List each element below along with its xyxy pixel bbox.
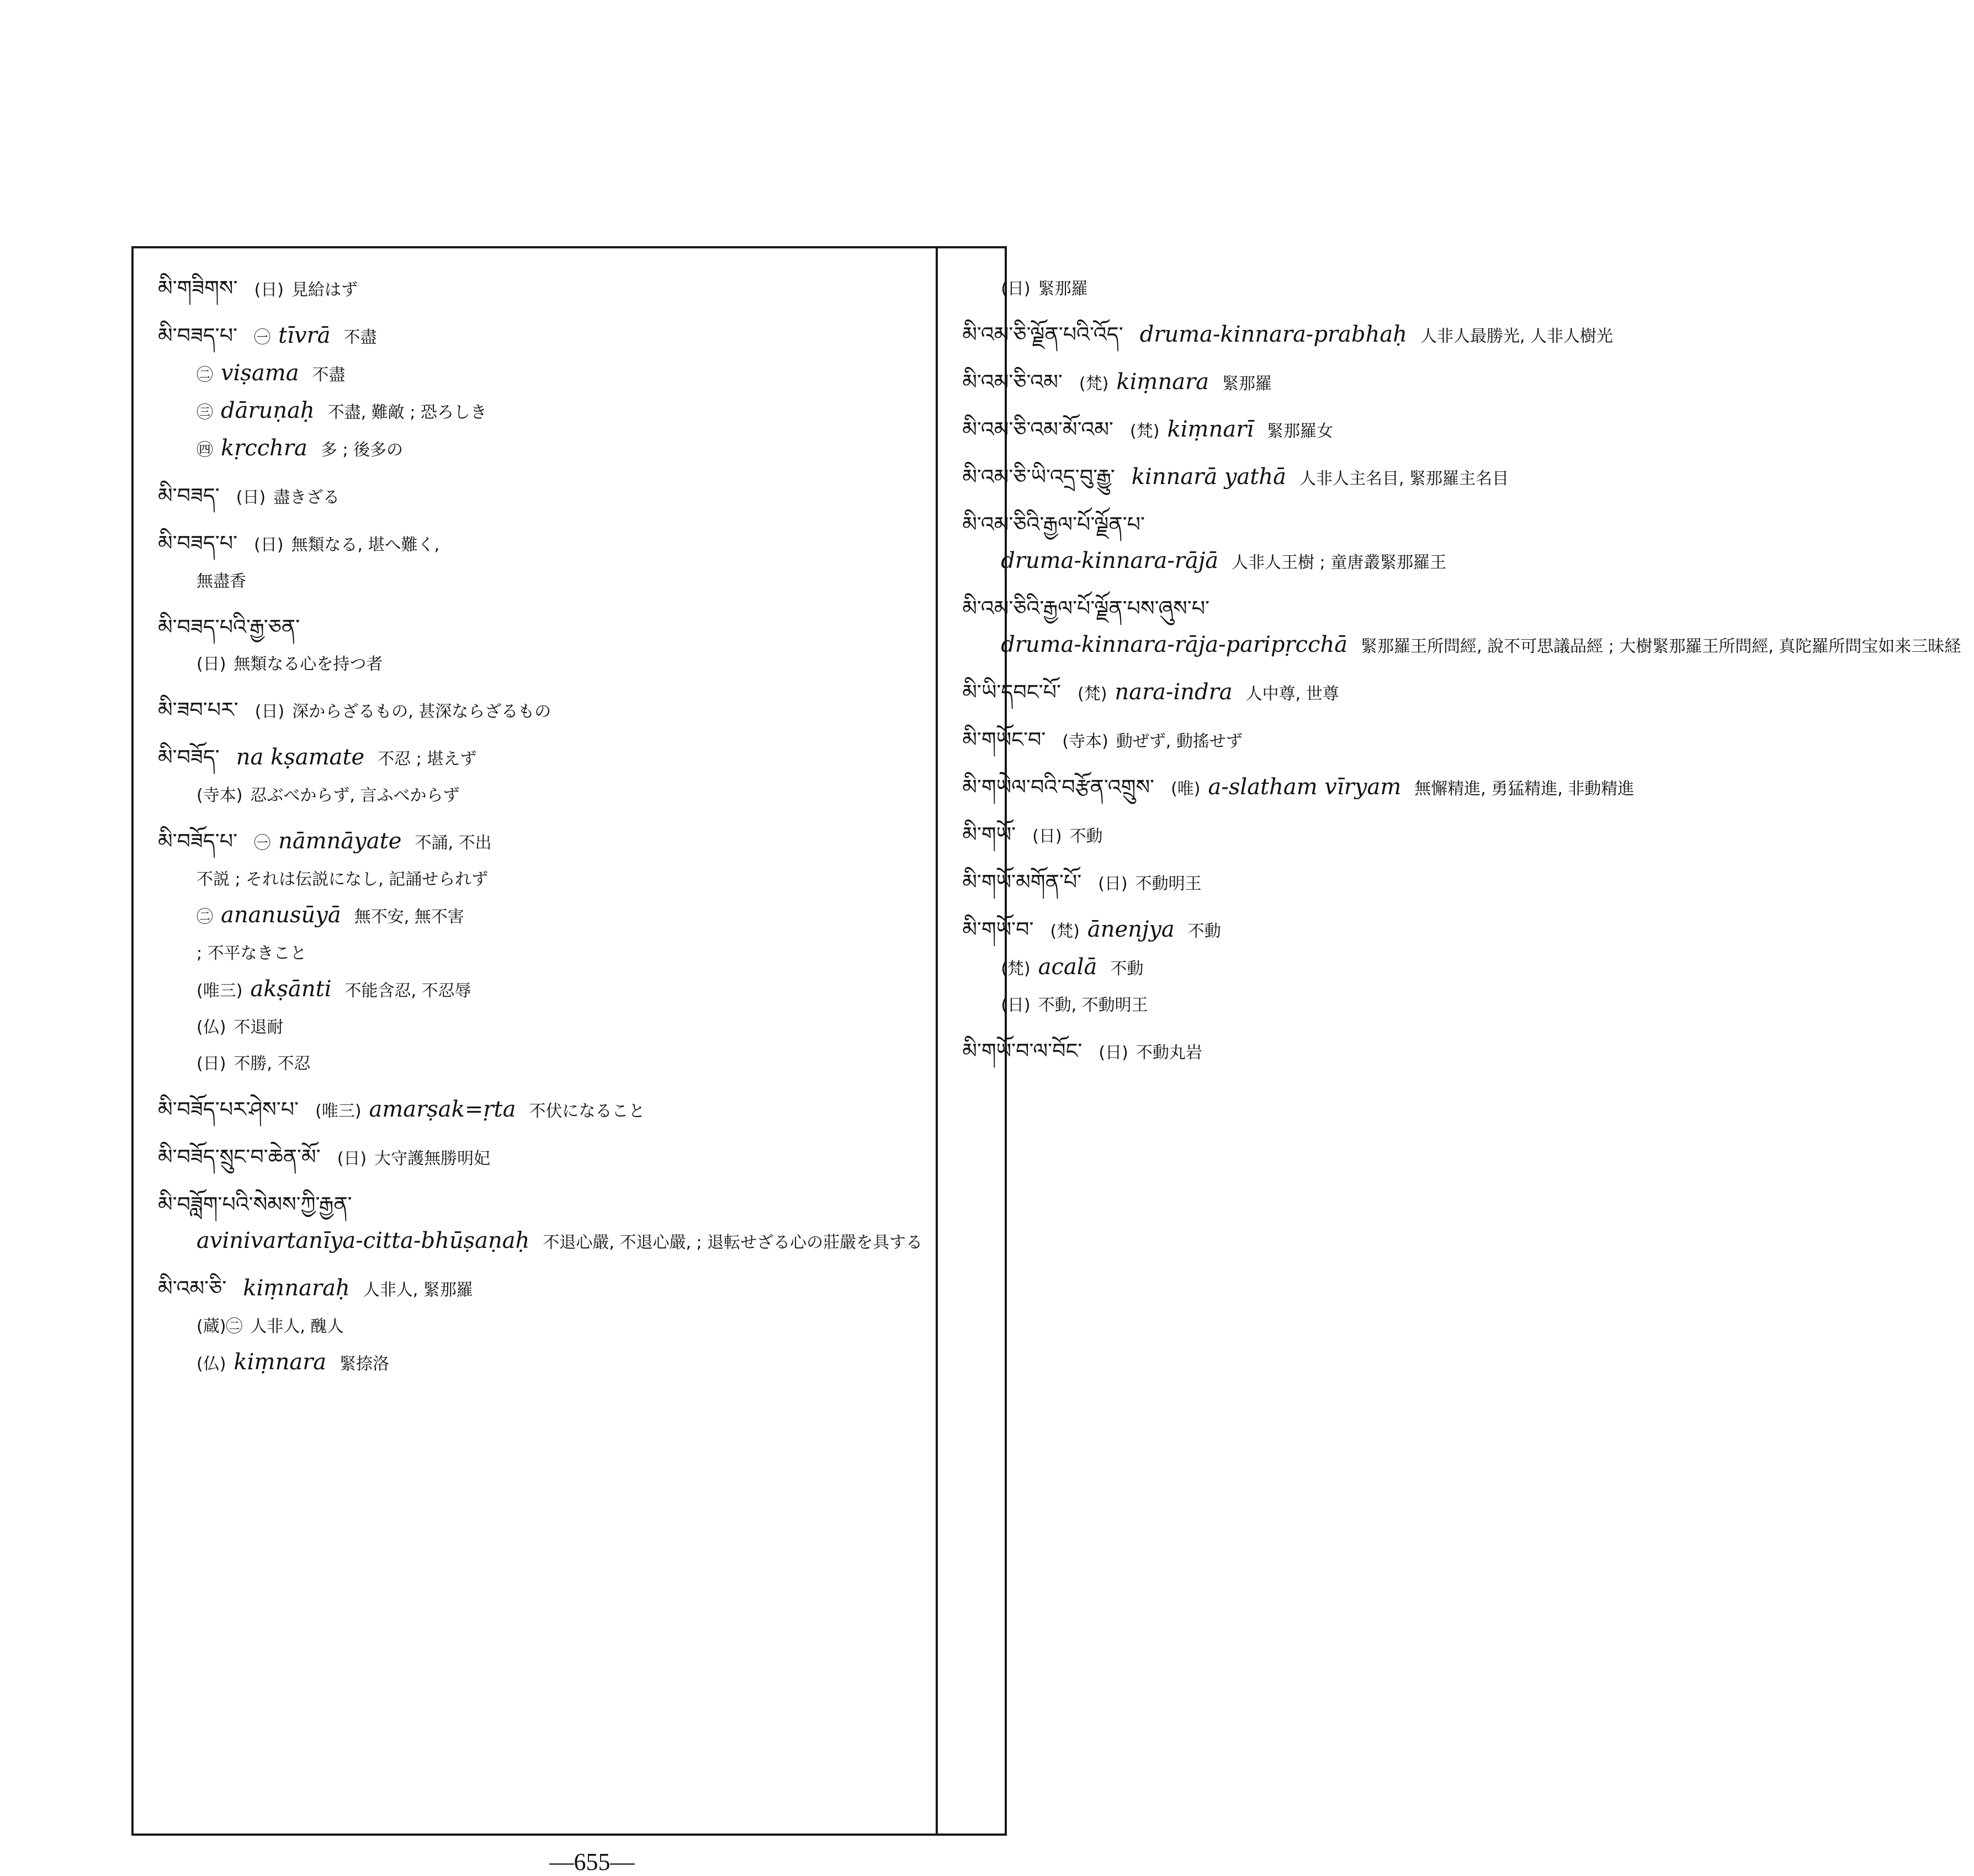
dictionary-entry [962,912,1961,1023]
entry-line [158,1344,922,1382]
source-tag: (梵) [1130,422,1160,441]
right-column [936,248,1974,1834]
source-tag: (唯三) [197,981,243,1001]
source-tag: (日) [197,655,226,674]
sanskrit-term: kiṃnarī [1167,417,1254,442]
entry-line [158,563,922,599]
japanese-gloss: 人非人王樹 ; 童唐叢緊那羅王 [1232,553,1447,572]
source-tag: ㊂ [197,403,213,422]
entry-line [962,543,1961,581]
source-tag: (梵) [1050,922,1080,941]
dictionary-entry [962,270,1961,307]
tibetan-headword: མི་ཡི་དབང་པོ་ [962,680,1061,704]
japanese-gloss: 盡きざる [273,488,340,507]
dictionary-entry [158,692,922,730]
tibetan-headword: མི་བཟློག་པའི་སེམས་ཀྱི་རྒྱན་ [158,1192,352,1216]
sanskrit-term: druma-kinnara-rāja-paripṛcchā [1001,632,1348,657]
entry-line [962,591,1961,627]
japanese-gloss: 無類なる心を持つ者 [234,655,383,674]
entry-line [158,1271,922,1308]
entry-line [962,864,1961,902]
source-tag: ㊀ [254,833,271,853]
tibetan-headword: མི་བཟོད་པར་ཤེས་པ་ [158,1097,299,1122]
entry-line [962,987,1961,1023]
dictionary-entry [962,1033,1961,1071]
tibetan-headword: མི་འམ་ཅིའི་རྒྱལ་པོ་ལྗོན་པས་ཞུས་པ་ [962,596,1210,620]
source-tag: ㊃ [197,440,213,460]
dictionary-entry [158,318,922,468]
japanese-gloss: 緊那羅 [1038,279,1088,299]
japanese-gloss: 人非人主名目, 緊那羅主名目 [1299,469,1509,488]
source-tag: (日) [1001,996,1031,1015]
sanskrit-term: druma-kinnara-rājā [1001,548,1219,573]
dictionary-entry [158,478,922,515]
tibetan-headword: མི་འམ་ཅི་ [158,1276,227,1300]
sanskrit-term: na kṣamate [236,745,365,770]
page-number: —655— [549,1848,635,1875]
source-tag: (日) [337,1149,367,1168]
sanskrit-term: kinnarā yathā [1131,464,1287,490]
japanese-gloss: 人非人, 緊那羅 [363,1280,473,1300]
japanese-gloss: 不退耐 [234,1018,284,1037]
japanese-gloss: 緊那羅女 [1267,422,1334,441]
source-tag: (日) [1098,874,1128,894]
entry-line [158,897,922,935]
dictionary-entry [962,507,1961,581]
japanese-gloss: 大守護無勝明妃 [374,1149,491,1168]
japanese-gloss: 緊那羅 [1222,374,1272,394]
source-tag: (日) [1099,1043,1128,1062]
dictionary-entry [962,817,1961,854]
japanese-gloss: 無不安, 無不害 [354,907,464,927]
source-tag: ㊁ [197,907,213,927]
japanese-gloss: 不勝, 不忍 [234,1054,311,1073]
entry-line [158,1308,922,1344]
dictionary-entry [158,609,922,682]
sanskrit-term: nāmnāyate [278,828,402,854]
japanese-gloss: 不説 ; それは伝説になし, 記誦せられず [197,870,489,889]
entry-line [158,935,922,971]
entry-line [962,627,1961,665]
source-tag: (日) [254,280,284,300]
entry-line [158,270,922,308]
entry-line [158,431,922,468]
japanese-gloss: 不動 [1069,827,1103,846]
japanese-gloss: 人中尊, 世尊 [1245,684,1339,704]
entry-line [158,1187,922,1223]
tibetan-headword: མི་གཡོ་བ་ལ་བོང་ [962,1039,1082,1063]
dictionary-entry [962,674,1961,712]
japanese-gloss: 人非人, 醜人 [250,1317,344,1336]
entry-line [158,646,922,682]
tibetan-headword: མི་བཟོད་པ་ [158,829,238,853]
japanese-gloss: 人非人最勝光, 人非人樹光 [1420,327,1614,346]
sanskrit-term: kiṃnaraḥ [243,1276,350,1301]
dictionary-entry [158,1092,922,1129]
source-tag: (梵) [1077,684,1107,704]
dictionary-entry [158,1139,922,1177]
entry-line [158,525,922,563]
japanese-gloss: 不伏になること [529,1102,645,1121]
tibetan-headword: མི་བཟད་པ་ [158,323,238,348]
japanese-gloss: 無類なる, 堪へ難く, [291,535,440,555]
dictionary-entry [962,769,1961,807]
tibetan-headword: མི་ཟབ་པར་ [158,698,238,722]
entry-line [962,507,1961,543]
japanese-gloss: 不盡, 難敵 ; 恐ろしき [327,403,487,422]
tibetan-headword: མི་གཡོང་བ་ [962,727,1046,752]
dictionary-entry [962,864,1961,902]
japanese-gloss: 不動 [1187,922,1221,941]
sanskrit-term: avinivartanīya-citta-bhūṣaṇaḥ [197,1228,530,1253]
sanskrit-term: dāruṇaḥ [221,398,315,423]
sanskrit-term: kṛcchra [221,435,307,461]
japanese-gloss: 緊那羅王所問經, 說不可思議品經 ; 大樹緊那羅王所問經, 真陀羅所問宝如来三昧経 [1361,637,1961,656]
source-tag: (寺本) [197,786,243,805]
japanese-gloss: 緊捺洛 [339,1354,390,1374]
japanese-gloss: 不動 [1110,959,1144,979]
dictionary-entry [158,270,922,308]
japanese-gloss: 見給はず [291,280,358,300]
tibetan-headword: མི་གཡོ་བ་ [962,917,1034,942]
source-tag: (寺本) [1062,732,1108,751]
entry-line [962,949,1961,987]
entry-line [158,1092,922,1129]
tibetan-headword: མི་གཟིགས་ [158,276,238,300]
japanese-gloss: 多 ; 後多の [320,440,404,460]
dictionary-frame [131,246,1961,1836]
tibetan-headword: མི་བཟོད་སྲུང་བ་ཆེན་མོ་ [158,1145,321,1169]
entry-line [962,674,1961,712]
japanese-gloss: 不誦, 不出 [415,833,492,853]
entry-line [962,1033,1961,1071]
entry-line [962,364,1961,402]
entry-line [962,270,1961,307]
entry-line [158,777,922,814]
entry-line [158,1139,922,1177]
japanese-gloss: 不退心嚴, 不退心嚴, ; 退転せざる心の莊嚴を具する [543,1233,923,1252]
entry-line [158,478,922,515]
entry-line [158,740,922,777]
japanese-gloss: 不動, 不動明王 [1038,996,1148,1015]
tibetan-headword: མི་བཟད་པའི་རྒྱ་ཅན་ [158,615,300,639]
sanskrit-term: nara-indra [1115,679,1233,705]
source-tag: (日) [236,488,266,507]
japanese-gloss: 不盡 [312,365,346,385]
japanese-gloss: 深からざるもの, 甚深ならざるもの [292,702,551,721]
sanskrit-term: druma-kinnara-prabhaḥ [1139,322,1407,347]
tibetan-headword: མི་འམ་ཅི་ཡི་འདྲ་བུ་རྒྱུ་ [962,465,1115,489]
japanese-gloss: 忍ぶべからず, 言ふべからず [250,786,460,805]
source-tag: (梵) [1001,959,1031,979]
left-column [134,248,936,1834]
entry-line [962,912,1961,949]
tibetan-headword: མི་འམ་ཅི་འམ་ [962,370,1063,394]
sanskrit-term: ananusūyā [221,902,341,928]
source-tag: (蔵)㊁ [197,1317,243,1336]
japanese-gloss: 動ぜず, 動搖せず [1116,732,1243,751]
entry-line [158,692,922,730]
entry-line [158,318,922,355]
entry-line [962,412,1961,449]
source-tag: (仏) [197,1354,226,1374]
dictionary-entry [962,591,1961,665]
source-tag: (梵) [1079,374,1109,394]
source-tag: (日) [254,702,285,721]
source-tag: (日) [254,535,284,555]
sanskrit-term: tīvrā [278,323,331,348]
source-tag: (日) [1001,279,1031,299]
entry-line [962,722,1961,759]
source-tag: (唯) [1171,779,1201,799]
japanese-gloss: 無懈精進, 勇猛精進, 非動精進 [1414,779,1635,799]
source-tag: (日) [1032,827,1062,846]
entry-line [158,393,922,431]
entry-line [158,823,922,861]
entry-line [962,459,1961,497]
japanese-gloss: 不盡 [343,328,377,347]
entry-line [158,609,922,646]
tibetan-headword: མི་འམ་ཅི་འམ་མོ་འམ་ [962,417,1114,442]
sanskrit-term: akṣānti [250,976,332,1002]
tibetan-headword: མི་གཡོ་ [962,822,1016,847]
sanskrit-term: kiṃnara [234,1349,327,1375]
dictionary-entry [962,722,1961,759]
tibetan-headword: མི་གཡེལ་བའི་བརྩོན་འགྲུས་ [962,775,1155,799]
dictionary-entry [962,364,1961,402]
japanese-gloss: 不能含忍, 不忍辱 [344,981,471,1001]
dictionary-entry [962,412,1961,449]
entry-line [962,769,1961,807]
tibetan-headword: མི་གཡོ་མགོན་པོ་ [962,870,1082,894]
entry-line [158,1223,922,1261]
dictionary-entry [962,459,1961,497]
entry-line [962,317,1961,354]
entry-line [158,355,922,393]
dictionary-entry [962,317,1961,354]
source-tag: ㊀ [254,328,271,347]
source-tag: (日) [197,1054,226,1073]
entry-line [158,971,922,1009]
dictionary-entry [158,525,922,599]
sanskrit-term: ānenjya [1087,917,1175,942]
sanskrit-term: viṣama [221,360,299,386]
dictionary-entry [158,1271,922,1382]
entry-line [962,817,1961,854]
dictionary-entry [158,823,922,1082]
japanese-gloss: ; 不平なきこと [197,944,307,963]
dictionary-entry [158,1187,922,1261]
sanskrit-term: amarṣak=ṛta [369,1097,516,1122]
tibetan-headword: མི་བཟད་ [158,483,220,508]
tibetan-headword: མི་བཟོད་ [158,745,220,769]
tibetan-headword: མི་བཟད་པ་ [158,531,238,555]
source-tag: (仏) [197,1018,226,1037]
japanese-gloss: 不動丸岩 [1135,1043,1202,1062]
entry-line [158,861,922,897]
tibetan-headword: མི་འམ་ཅིའི་རྒྱལ་པོ་ལྗོན་པ་ [962,512,1145,536]
tibetan-headword: མི་འམ་ཅི་ལྗོན་པའི་འོད་ [962,322,1123,347]
source-tag: (唯三) [315,1102,362,1121]
japanese-gloss: 不動明王 [1135,874,1202,894]
japanese-gloss: 無盡香 [197,572,246,591]
source-tag: ㊁ [197,365,213,385]
japanese-gloss: 不忍 ; 堪えず [378,750,477,769]
entry-line [158,1045,922,1082]
sanskrit-term: a-slatham vīryam [1208,774,1402,800]
sanskrit-term: kiṃnara [1116,369,1209,395]
sanskrit-term: acalā [1038,954,1097,980]
entry-line [158,1009,922,1045]
dictionary-entry [158,740,922,814]
